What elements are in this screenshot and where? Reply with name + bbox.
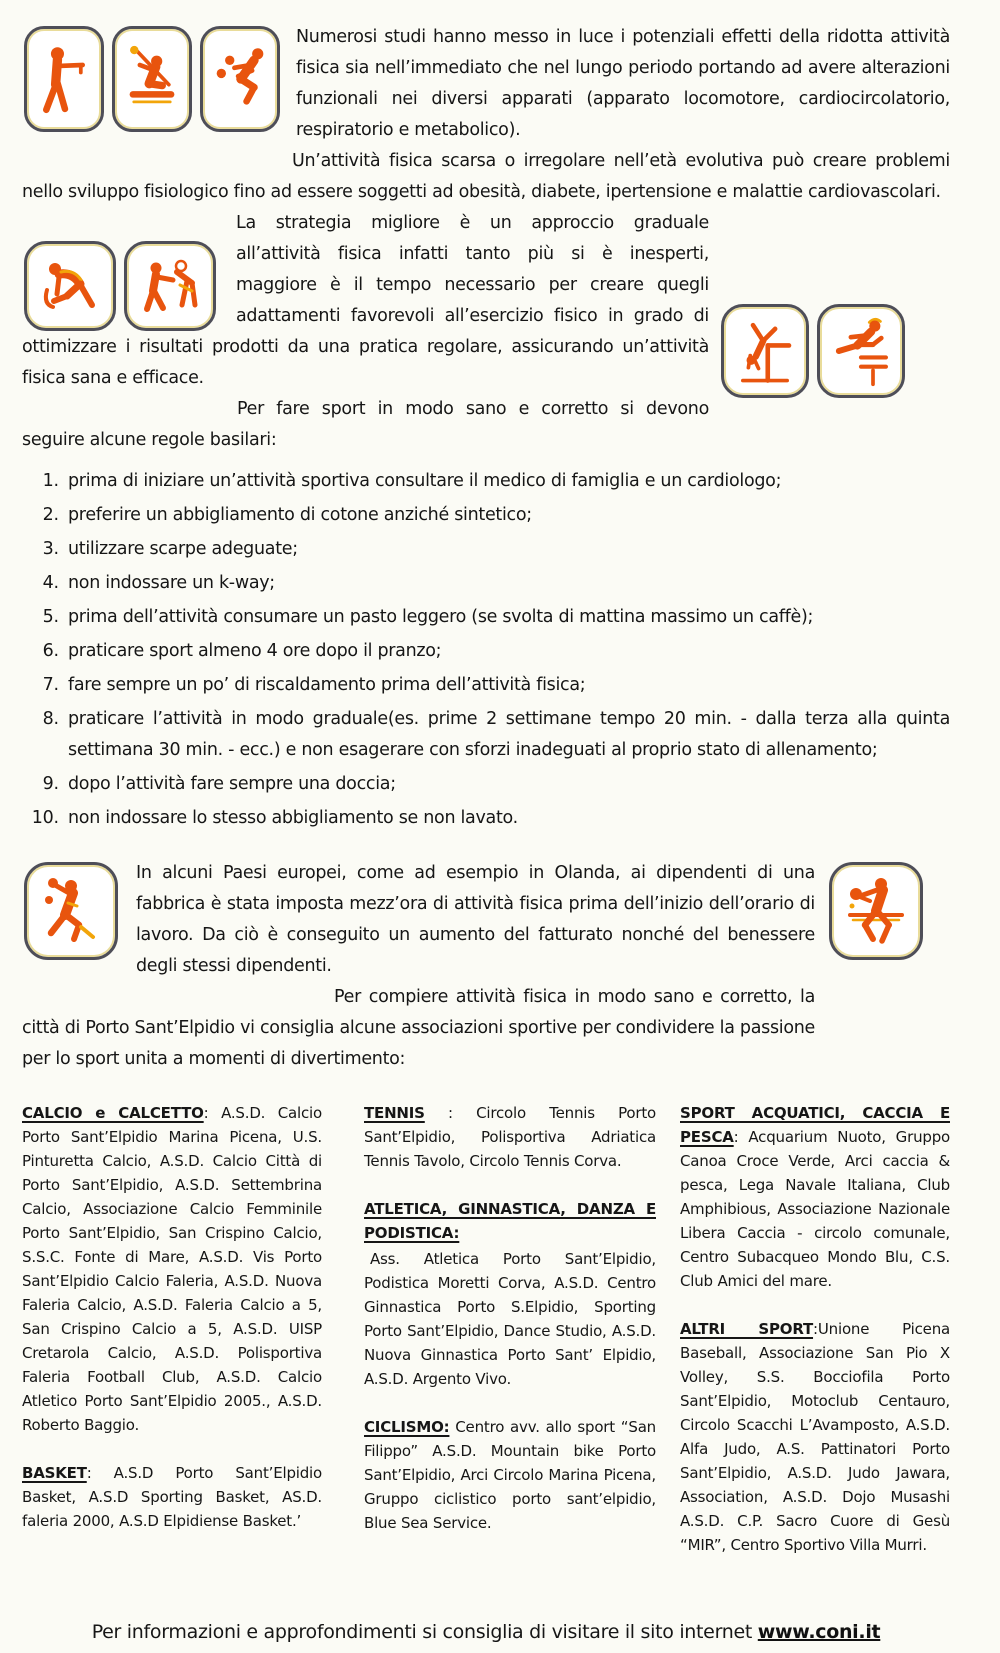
section-heading-calcio: CALCIO e CALCETTO [22,1104,204,1122]
pictogram-strip-middle-left [24,241,216,331]
heading-separator: : [424,1104,477,1122]
column-tennis-atletica-ciclismo [364,1101,656,1581]
pictogram-strip-middle-right [721,304,905,398]
pictogram-tile [24,26,104,132]
hurdles-icon [831,315,891,387]
rule-item: 9. dopo l’attività fare sempre una doccia; [64,769,950,800]
strategy-paragraph: La strategia migliore è un approccio graduale all’attività fisica infatti tanto più si è inesperti, maggiore è il tempo necessario per creare quegli adattamenti favorevoli all’esercizio fisico in grado di ottimizzare i risultati prodotti da una pratica regolare, assicurando un’attività fisica sana e efficace. [22,213,709,388]
heading-separator: : [733,1128,749,1146]
rules-list [22,466,950,834]
rule-item: 8. praticare l’attività in modo graduale(es. prime 2 settimane tempo 20 min. - dalla terza alla quinta settimana 30 min. - ecc.) e non esagerare con sforzi inadeguati al proprio stato di allenamento; [64,704,950,766]
pictogram-bottom-left [24,862,118,960]
judo-icon [139,253,201,319]
intro-section [22,22,950,208]
column-calcio-basket [22,1101,322,1581]
section-heading-altri-sport: ALTRI SPORT [680,1320,814,1338]
rule-item: 10. non indossare lo stesso abbigliamento se non lavato. [64,803,950,834]
group-body: Circolo Tennis Porto Sant’Elpidio, Polisportiva Adriatica Tennis Tavolo, Circolo Tennis Corva. [364,1104,656,1170]
rule-item: 5. prima dell’attività consumare un pasto leggero (se svolta di mattina massimo un caffè); [64,602,950,633]
associations-intro-paragraph: Per compiere attività fisica in modo sano e corretto, la città di Porto Sant’Elpidio vi consiglia alcune associazioni sportive per condividere la passione per lo sport unita a momenti di divertimento: [22,987,815,1069]
europe-section [22,858,950,1075]
volleyball-dig-icon [212,40,268,118]
rule-item: 7. fare sempre un po’ di riscaldamento prima dell’attività fisica; [64,670,950,701]
europe-paragraph: In alcuni Paesi europei, come ad esempio in Olanda, ai dipendenti di una fabbrica è stata imposta mezz’ora di attività fisica prima dell’inizio dell’orario di lavoro. Da ciò è conseguito un aumento del fatturato nonché del benessere degli stessi dipendenti. [136,863,815,976]
group-basket [22,1461,322,1533]
rules-intro-paragraph: Per fare sport in modo sano e corretto si devono seguire alcune regole basilari: [22,399,709,450]
strategy-section [22,208,950,456]
gymnastics-beam-icon [735,315,795,387]
group-body: Acquarium Nuoto, Gruppo Canoa Croce Verde, Arci caccia & pesca, Lega Navale Italiana, Club Amphibious, Associazione Nazionale Libera Caccia - circolo comunale, Centro Subacqueo Mondo Blu, C.S. Club Amici del mare. [680,1128,950,1290]
coni-link[interactable]: www.coni.it [757,1621,881,1643]
section-heading-sport-acquatici: SPORT ACQUATICI, CACCIA E PESCA [680,1104,950,1146]
column-acquatici-altri [680,1101,950,1581]
group-ciclismo [364,1415,656,1535]
pictogram-tile [24,862,118,960]
pictogram-tile [200,26,280,132]
pictogram-tile [829,862,923,960]
shooting-icon [36,40,92,118]
pictogram-tile [24,241,116,331]
rule-item: 3. utilizzare scarpe adeguate; [64,534,950,565]
section-heading-ciclismo: CICLISMO: [364,1418,450,1436]
section-heading-basket: BASKET [22,1464,87,1482]
canoe-kayak-icon [124,40,180,118]
section-heading-atletica: ATLETICA, GINNASTICA, DANZA E PODISTICA: [364,1200,656,1242]
group-altri-sport [680,1317,950,1557]
group-atletica: Ass. Atletica Porto Sant’Elpidio, Podistica Moretti Corva, A.S.D. Centro Ginnastica Porto S.Elpidio, Sporting Porto Sant’Elpidio, Dance Studio, A.S.D. Nuova Ginnastica Porto Sant’ Elpidio, A.S.D. Argento Vivo. [364,1250,656,1388]
footer-text: Per informazioni e approfondimenti si consiglia di visitare il sito internet [91,1621,758,1643]
group-tennis [364,1101,656,1173]
pictogram-tile [721,304,809,398]
heading-separator: : [203,1104,222,1122]
pictogram-tile [817,304,905,398]
group-sport-acquatici [680,1101,950,1293]
group-body: Centro avv. allo sport “San Filippo” A.S.D. Mountain bike Porto Sant’Elpidio, Arci Circolo Marina Picena, Gruppo ciclistico porto sant’elpidio, Blue Sea Service. [364,1418,656,1532]
pictogram-tile [124,241,216,331]
pictogram-bottom-right [829,862,923,960]
associations-columns [22,1101,950,1581]
group-calcio [22,1101,322,1437]
pictogram-tile [112,26,192,132]
sprint-start-icon [39,253,101,319]
footer-note [22,1621,950,1643]
group-body: A.S.D Porto Sant’Elpidio Basket, A.S.D Sporting Basket, AS.D. faleria 2000, A.S.D Elpidiense Basket.’ [22,1464,322,1530]
handball-icon [41,875,101,947]
rule-item: 1. prima di iniziare un’attività sportiva consultare il medico di famiglia e un cardiologo; [64,466,950,497]
intro-paragraph-1: Numerosi studi hanno messo in luce i potenziali effetti della ridotta attività fisica sia nell’immediato che nel lungo periodo portando ad avere alterazioni funzionali nei diversi apparati (apparato locomotore, cardiocircolatorio, respiratorio e metabolico). [296,27,950,140]
group-body: Unione Picena Baseball, Associazione San Pio X Volley, S.S. Bocciofila Porto Sant’Elpidio, Motoclub Centauro, Circolo Scacchi L’Avamposto, A.S.D. Alfa Judo, A.S. Pattinatori Porto Sant’Elpidio, A.S.D. Judo Jawara, Association, A.S.D. Dojo Musashi A.S.D. C.P. Sacro Cuore di Gesù “MIR”, Centro Sportivo Villa Murri. [680,1320,950,1554]
rule-item: 4. non indossare un k-way; [64,568,950,599]
rule-item: 2. preferire un abbigliamento di cotone anziché sintetico; [64,500,950,531]
section-heading-tennis: TENNIS [364,1104,425,1122]
group-body: A.S.D. Calcio Porto Sant’Elpidio Marina Picena, U.S. Pinturetta Calcio, A.S.D. Calcio Città di Porto Sant’Elpidio, A.S.D. Settembrina Calcio, Associazione Calcio Femminile Porto Sant’Elpidio, San Crispino Calcio, S.S.C. Fonte di Mare, A.S.D. Vis Porto Sant’Elpidio Calcio Faleria, A.S.D. Nuova Faleria Calcio, A.S.D. Faleria Calcio a 5, San Crispino Calcio a 5, A.S.D. UISP Cretarola Calcio, A.S.D. Polisportiva Faleria Football Club, A.S.D. Calcio Atletico Porto Sant’Elpidio 2005., A.S.D. Roberto Baggio. [22,1104,322,1434]
intro-paragraph-2: Un’attività fisica scarsa o irregolare nell’età evolutiva può creare problemi nello sviluppo fisiologico fino ad essere soggetti ad obesità, diabete, ipertensione e malattie cardiovascolari. [22,151,950,202]
rule-item: 6. praticare sport almeno 4 ore dopo il pranzo; [64,636,950,667]
heading-separator: : [813,1320,818,1338]
table-tennis-icon [846,875,906,947]
heading-separator: : [86,1464,114,1482]
pictogram-strip-top [24,26,280,132]
